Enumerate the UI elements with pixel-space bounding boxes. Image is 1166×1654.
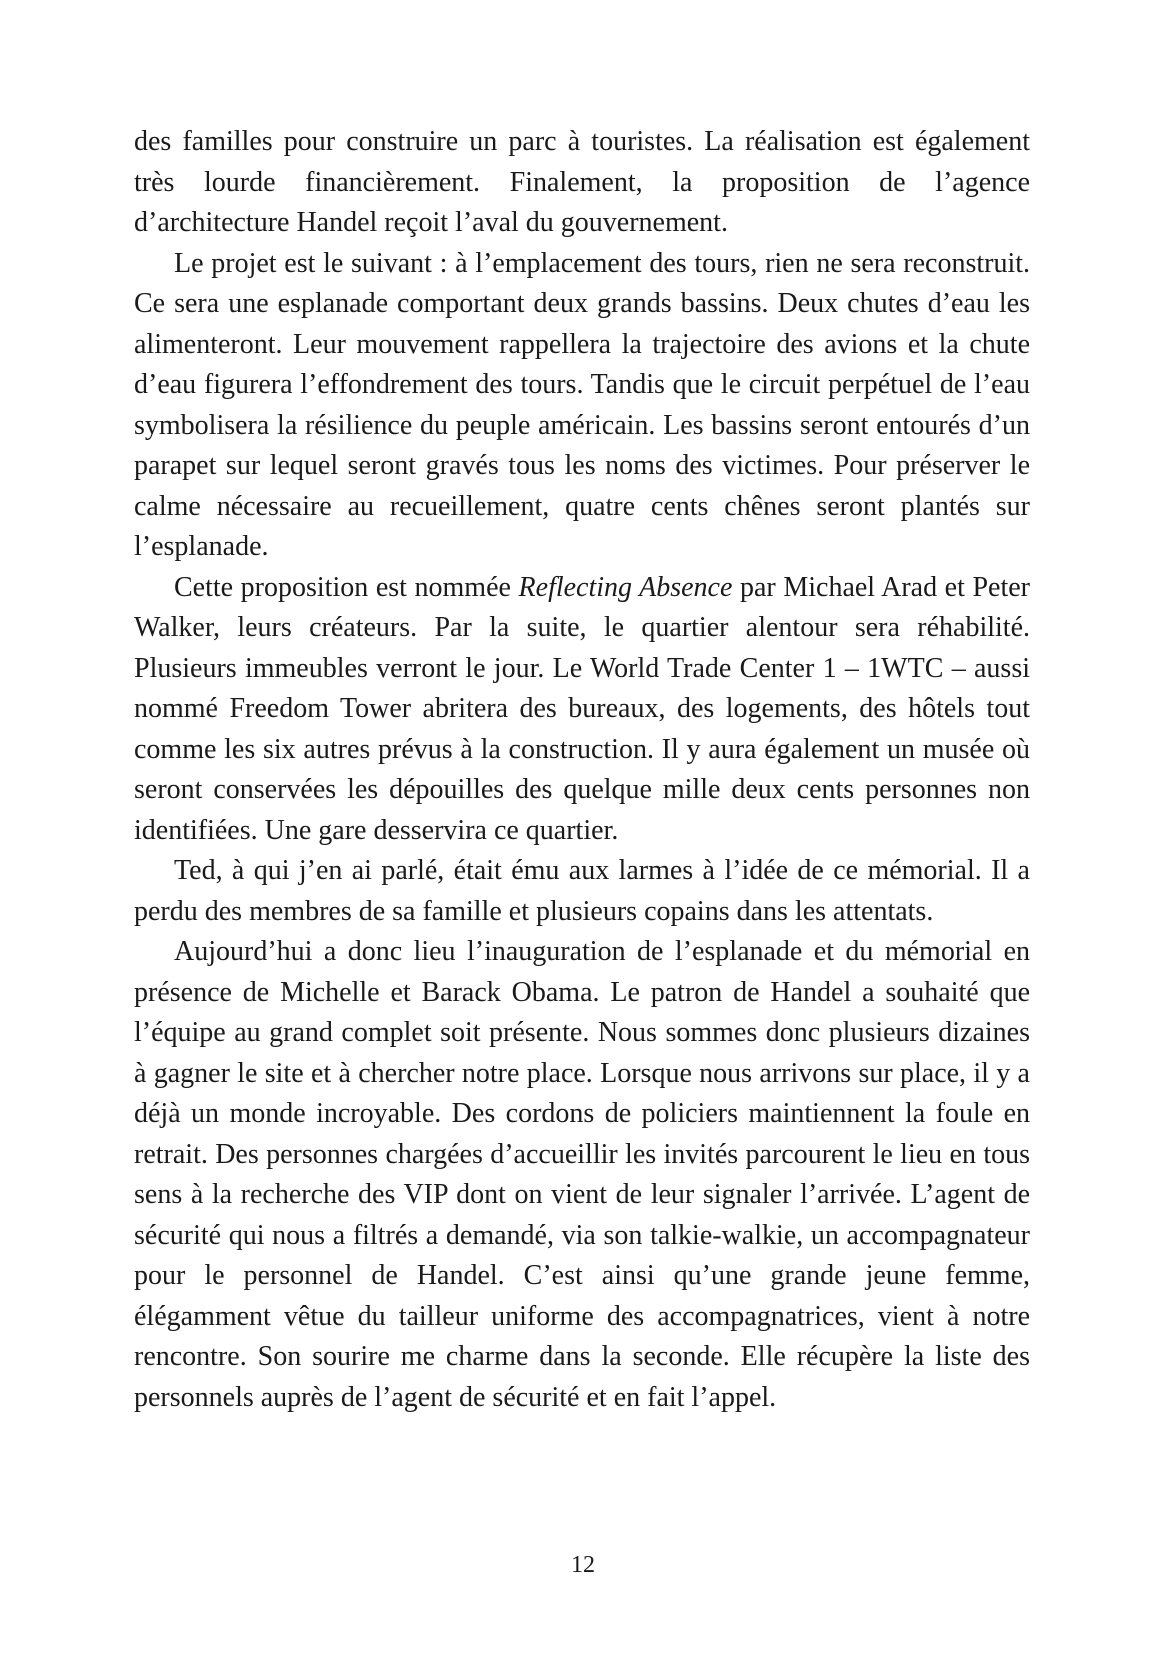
page-number: 12 [571,1552,595,1578]
paragraph-3-start: Cette proposition est nommée [174,571,519,603]
paragraph-5: Aujourd’hui a donc lieu l’inauguration de l’esplanade et du mémorial en présence de Michelle et Barack Obama. Le patron de Handel a souhaité que l’équipe au grand complet soit présente. Nous sommes donc plusieurs dizaines à gagner le site et à chercher notre place. Lorsque nous arrivons sur place, il y a déjà un monde incroyable. Des cordons de policiers maintiennent la foule en retrait. Des personnes chargées d’accueillir les invités parcourent le lieu en tous sens à la recherche des VIP dont on vient de leur signaler l’arrivée. L’agent de sécurité qui nous a filtrés a demandé, via son talkie-walkie, un accompagnateur pour le personnel de Handel. C’est ainsi qu’une grande jeune femme, élégamment vêtue du tailleur uniforme des accompagnatrices, vient à notre rencontre. Son sourire me charme dans la seconde. Elle récupère la liste des personnels auprès de l’agent de sécurité et en fait l’appel. [134,936,1030,1413]
paragraph-4: Ted, à qui j’en ai parlé, était ému aux larmes à l’idée de ce mémorial. Il a perdu des membres de sa famille et plusieurs copains dans les attentats. [134,855,1030,927]
book-title-italic: Reflecting Absence [518,571,733,603]
paragraph-3 [134,568,1030,852]
paragraph-2: Le projet est le suivant : à l’emplacement des tours, rien ne sera reconstruit. Ce sera une esplanade comportant deux grands bassins. Deux chutes d’eau les alimenteront. Leur mouvement rappellera la trajectoire des avions et la chute d’eau figurera l’effondrement des tours. Tandis que le circuit perpétuel de l’eau symbolisera la résilience du peuple américain. Les bassins seront entourés d’un parapet sur lequel seront gravés tous les noms des victimes. Pour préserver le calme nécessaire au recueillement, quatre cents chênes seront plantés sur l’esplanade. [134,247,1030,562]
paragraph-3-end: par Michael Arad et Peter Walker, leurs créateurs. Par la suite, le quartier alentour sera réhabilité. Plusieurs immeubles verront le jour. Le World Trade Center 1 – 1WTC – aussi nommé Freedom Tower abritera des bureaux, des logements, des hôtels tout comme les six autres prévus à la construction. Il y aura également un musée où seront conservées les dépouilles des quelque mille deux cents personnes non identifiées. Une gare desservira ce quartier. [134,571,1031,846]
body-text [134,122,1030,1418]
paragraph-1: des familles pour construire un parc à touristes. La réalisation est également très lourde financièrement. Finalement, la proposition de l’agence d’architecture Handel reçoit l’aval du gouvernement. [134,126,1030,238]
